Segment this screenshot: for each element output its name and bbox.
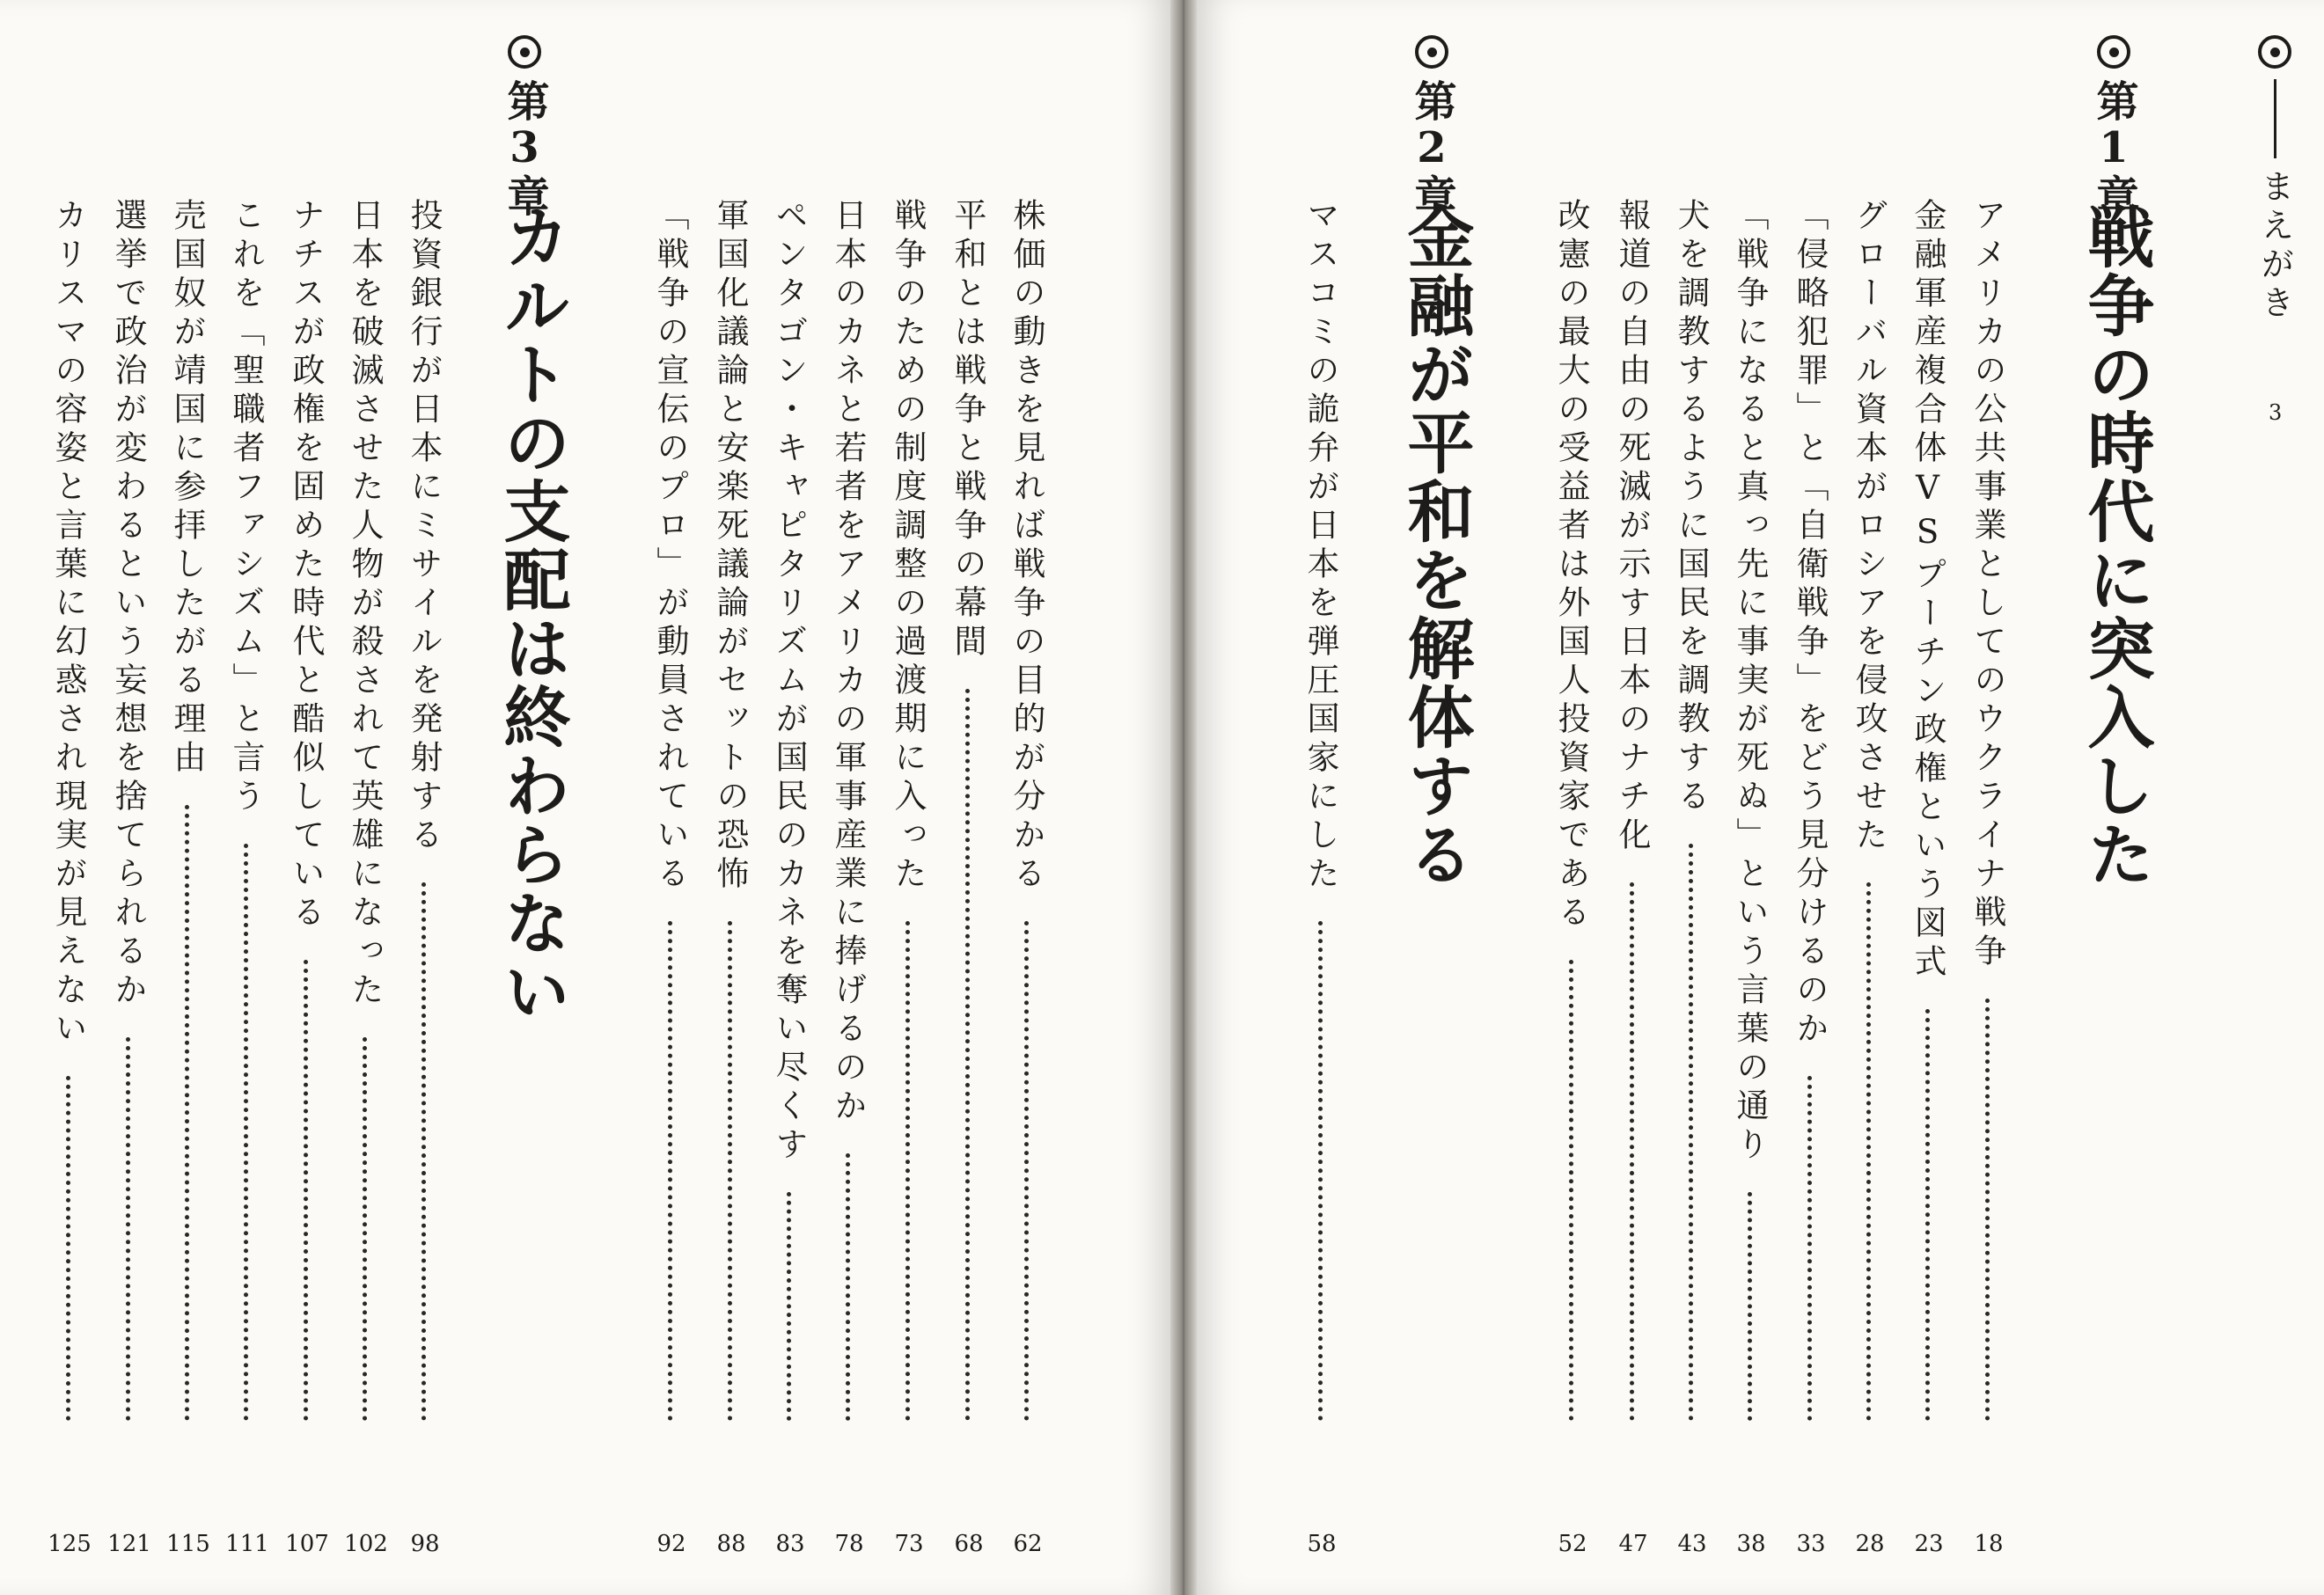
chapter-2-title: 金融が平和を解体する [1397, 202, 1475, 889]
dot-leader [1630, 882, 1634, 1421]
toc-page-number: 125 [48, 1531, 92, 1557]
toc-entry[interactable] [1911, 198, 1944, 1438]
toc-page-number: 73 [894, 1531, 924, 1557]
toc-entry[interactable] [770, 198, 808, 1438]
dot-leader [1569, 960, 1573, 1421]
toc-entry[interactable] [651, 198, 689, 1438]
toc-entry[interactable] [227, 198, 265, 1438]
toc-entry[interactable] [1301, 198, 1339, 1438]
toc-entry[interactable] [405, 198, 443, 1438]
toc-page-number: 98 [410, 1531, 440, 1557]
toc-entry-title: ナチスが政権を固めた時代と酷似している [287, 198, 325, 933]
toc-entry-title: 軍国化議論と安楽死議論がセットの恐怖 [711, 198, 749, 895]
toc-entry[interactable] [829, 198, 867, 1438]
toc-entry[interactable] [1731, 198, 1769, 1438]
dot-leader [1318, 921, 1323, 1421]
toc-page-number: 52 [1558, 1531, 1587, 1557]
toc-entry[interactable] [1672, 198, 1710, 1438]
toc-entry[interactable] [49, 198, 87, 1438]
dot-leader [668, 921, 672, 1421]
toc-entry[interactable] [1850, 198, 1888, 1438]
dot-leader [1748, 1192, 1752, 1421]
book-gutter [1170, 0, 1197, 1595]
toc-page-number: 28 [1855, 1531, 1885, 1557]
toc-entry[interactable] [889, 198, 927, 1438]
toc-entry-title: 日本を破滅させた人物が殺されて英雄になった [346, 198, 384, 1011]
toc-entry-title: 「戦争になると真っ先に事実が死ぬ」という言葉の通り [1731, 198, 1769, 1166]
dot-leader [126, 1037, 130, 1421]
toc-entry[interactable] [951, 198, 984, 1438]
toc-page-number: 115 [166, 1531, 210, 1557]
toc-entry-title: 戦争のための制度調整の過渡期に入った [889, 198, 927, 895]
toc-page-number: 83 [775, 1531, 805, 1557]
dot-leader [1925, 1009, 1930, 1421]
toc-entry-title: 平和とは戦争と戦争の幕間 [949, 198, 986, 662]
bullseye-icon [1415, 35, 1448, 69]
dot-leader [244, 844, 248, 1421]
toc-entry[interactable] [1791, 198, 1829, 1438]
toc-entry[interactable] [1552, 198, 1590, 1438]
bullseye-icon [2097, 35, 2130, 69]
dot-leader [1866, 882, 1871, 1421]
dot-leader [846, 1153, 850, 1421]
toc-page-number: 62 [1013, 1531, 1043, 1557]
toc-page-number: 68 [954, 1531, 984, 1557]
toc-page-number: 43 [1677, 1531, 1707, 1557]
preface-label: まえがき [2255, 169, 2294, 324]
toc-entry-title: 投資銀行が日本にミサイルを発射する [405, 198, 443, 856]
toc-entry-title: 株価の動きを見れば戦争の目的が分かる [1008, 198, 1045, 895]
toc-entry-title: カリスマの容姿と言葉に幻惑され現実が見えない [49, 198, 87, 1050]
divider [2274, 79, 2276, 158]
toc-entry[interactable] [711, 198, 749, 1438]
chapter-3-title: カルトの支配は終わらない [493, 202, 571, 1026]
dot-leader [787, 1192, 791, 1421]
toc-page-number: 58 [1307, 1531, 1337, 1557]
dot-leader [1807, 1076, 1812, 1421]
toc-entry-title: 改憲の最大の受益者は外国人投資家である [1552, 198, 1590, 933]
dot-leader [1689, 844, 1693, 1421]
toc-entry[interactable] [1613, 198, 1651, 1438]
toc-entry[interactable] [109, 198, 147, 1438]
toc-entry-title: グローバル資本がロシアを侵攻させた [1850, 198, 1888, 856]
toc-entry-title: 売国奴が靖国に参拝したがる理由 [168, 198, 206, 779]
toc-page-number: 92 [656, 1531, 686, 1557]
toc-entry-title: 「侵略犯罪」と「自衛戦争」をどう見分けるのか [1791, 198, 1829, 1050]
toc-entry-title: マスコミの詭弁が日本を弾圧国家にした [1301, 198, 1339, 895]
toc-entry-title: 金融軍産複合体VSプーチン政権という図式 [1909, 198, 1946, 983]
dot-leader [185, 805, 189, 1421]
toc-page-number: 107 [285, 1531, 329, 1557]
toc-entry-title: ペンタゴン・キャピタリズムが国民のカネを奪い尽くす [770, 198, 808, 1166]
preface-page-number: 3 [2269, 400, 2283, 425]
toc-entry-title: 選挙で政治が変わるという妄想を捨てられるか [109, 198, 147, 1011]
dot-leader [66, 1076, 70, 1421]
toc-entry[interactable] [287, 198, 325, 1438]
toc-page-number: 47 [1618, 1531, 1648, 1557]
toc-entry[interactable] [346, 198, 384, 1438]
toc-page-number: 23 [1914, 1531, 1944, 1557]
toc-page-number: 102 [344, 1531, 388, 1557]
toc-page-number: 111 [225, 1531, 269, 1557]
toc-page-number: 38 [1736, 1531, 1766, 1557]
dot-leader [304, 960, 308, 1421]
chapter-1-title: 戦争の時代に突入した [2077, 202, 2155, 889]
toc-page-number: 121 [107, 1531, 151, 1557]
toc-page-number: 18 [1974, 1531, 2004, 1557]
toc-page-number: 78 [834, 1531, 864, 1557]
toc-entry-title: これを「聖職者ファシズム」と言う [227, 198, 265, 817]
dot-leader [1024, 921, 1029, 1421]
preface-heading [2255, 35, 2294, 324]
bullseye-icon [508, 35, 541, 69]
chapter-1-label: 第1章 [2093, 35, 2135, 218]
toc-entry-title: 犬を調教するように国民を調教する [1672, 198, 1710, 817]
toc-entry-title: アメリカの公共事業としてのウクライナ戦争 [1968, 198, 2006, 972]
dot-leader [905, 921, 910, 1421]
dot-leader [728, 921, 732, 1421]
toc-page-number: 88 [716, 1531, 746, 1557]
toc-entry-title: 報道の自由の死滅が示す日本のナチ化 [1613, 198, 1651, 856]
toc-entry[interactable] [1010, 198, 1043, 1438]
dot-leader [965, 689, 970, 1421]
toc-page-number: 33 [1796, 1531, 1826, 1557]
toc-entry[interactable] [168, 198, 206, 1438]
dot-leader [422, 882, 426, 1421]
chapter-2-label: 第2章 [1411, 35, 1453, 218]
toc-entry[interactable] [1968, 198, 2006, 1438]
bullseye-icon [2258, 35, 2291, 69]
dot-leader [1985, 999, 1990, 1421]
toc-entry-title: 「戦争の宣伝のプロ」が動員されている [651, 198, 689, 895]
chapter-3-label: 第3章 [503, 35, 546, 218]
dot-leader [363, 1037, 367, 1421]
toc-entry-title: 日本のカネと若者をアメリカの軍事産業に捧げるのか [829, 198, 867, 1127]
